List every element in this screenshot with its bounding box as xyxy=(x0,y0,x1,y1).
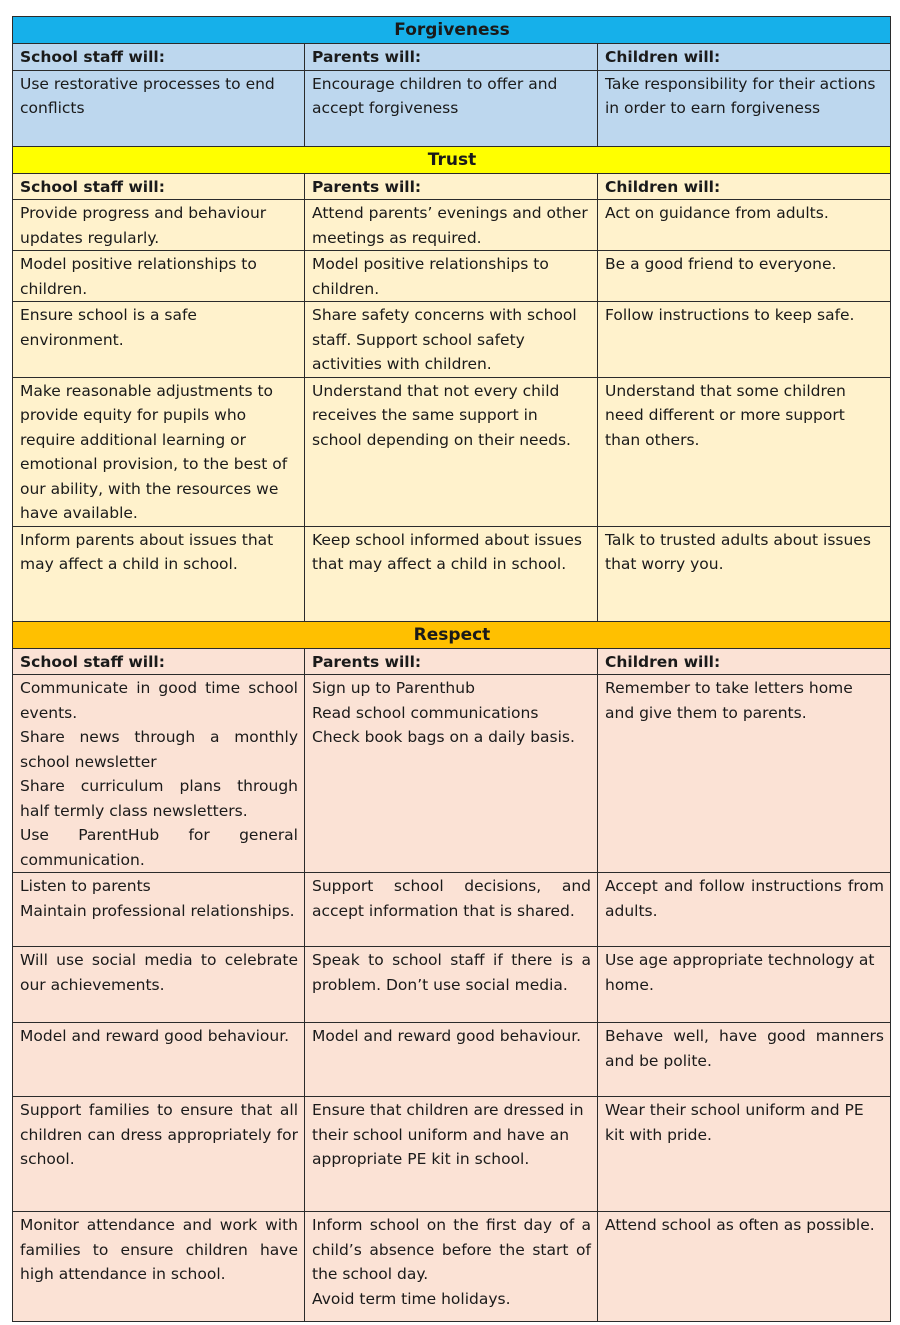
parents-cell: Share safety concerns with school staff. Support school safety activities with children. xyxy=(305,302,598,378)
children-cell: Follow instructions to keep safe. xyxy=(598,302,891,378)
table-row xyxy=(13,947,891,1023)
staff-cell: Use restorative processes to end conflicts xyxy=(13,70,305,146)
cell-line: Maintain professional relationships. xyxy=(20,901,295,920)
cell-line: Inform school on the first day of a child’s absence before the start of the school day. xyxy=(312,1216,591,1283)
cell-line: Listen to parents xyxy=(20,877,151,895)
parents-cell: Speak to school staff if there is a problem. Don’t use social media. xyxy=(305,947,598,1023)
children-cell: Accept and follow instructions from adults. xyxy=(598,873,891,947)
parents-cell: Understand that not every child receives the same support in school depending on their needs. xyxy=(305,377,598,526)
staff-cell: Ensure school is a safe environment. xyxy=(13,302,305,378)
respect-title: Respect xyxy=(13,621,891,648)
children-header: Children will: xyxy=(598,173,891,200)
children-cell: Behave well, have good manners and be polite. xyxy=(598,1023,891,1097)
children-cell: Use age appropriate technology at home. xyxy=(598,947,891,1023)
parents-cell xyxy=(305,1212,598,1322)
table-row xyxy=(13,675,891,873)
staff-header: School staff will: xyxy=(13,44,305,71)
trust-section xyxy=(13,146,891,621)
children-cell: Act on guidance from adults. xyxy=(598,200,891,251)
children-header: Children will: xyxy=(598,648,891,675)
parents-cell: Model positive relationships to children. xyxy=(305,251,598,302)
cell-line: Share news through a monthly school newsletter xyxy=(20,728,298,771)
cell-line: Read school communications xyxy=(312,703,539,722)
cell-line: Sign up to Parenthub xyxy=(312,679,475,697)
table-row xyxy=(13,70,891,146)
table-row xyxy=(13,200,891,251)
staff-cell: Support families to ensure that all children can dress appropriately for school. xyxy=(13,1097,305,1212)
parents-cell: Encourage children to offer and accept forgiveness xyxy=(305,70,598,146)
table-row xyxy=(13,873,891,947)
children-cell: Remember to take letters home and give them to parents. xyxy=(598,675,891,873)
parents-cell: Ensure that children are dressed in their school uniform and have an appropriate PE kit in school. xyxy=(305,1097,598,1212)
parents-cell: Keep school informed about issues that may affect a child in school. xyxy=(305,526,598,621)
cell-line: Check book bags on a daily basis. xyxy=(312,728,575,746)
parents-cell xyxy=(305,675,598,873)
cell-line: Avoid term time holidays. xyxy=(312,1289,511,1308)
staff-cell: Make reasonable adjustments to provide equity for pupils who require additional learning or emotional provision, to the best of our ability, with the resources we have available. xyxy=(13,377,305,526)
cell-line: Share curriculum plans through half termly class newsletters. xyxy=(20,777,298,820)
children-header: Children will: xyxy=(598,44,891,71)
forgiveness-title: Forgiveness xyxy=(13,17,891,44)
respect-section xyxy=(13,621,891,1322)
parents-header: Parents will: xyxy=(305,44,598,71)
parents-cell: Support school decisions, and accept information that is shared. xyxy=(305,873,598,947)
table-row xyxy=(13,302,891,378)
table-row xyxy=(13,251,891,302)
children-cell: Take responsibility for their actions in order to earn forgiveness xyxy=(598,70,891,146)
children-cell: Be a good friend to everyone. xyxy=(598,251,891,302)
staff-cell: Provide progress and behaviour updates regularly. xyxy=(13,200,305,251)
parents-header: Parents will: xyxy=(305,173,598,200)
parents-header: Parents will: xyxy=(305,648,598,675)
table-row xyxy=(13,1097,891,1212)
staff-cell xyxy=(13,873,305,947)
staff-cell: Model and reward good behaviour. xyxy=(13,1023,305,1097)
forgiveness-section xyxy=(13,17,891,147)
children-cell: Wear their school uniform and PE kit with pride. xyxy=(598,1097,891,1212)
home-school-agreement-table xyxy=(12,16,891,1322)
children-cell: Talk to trusted adults about issues that worry you. xyxy=(598,526,891,621)
trust-title: Trust xyxy=(13,146,891,173)
cell-line: Use ParentHub for general communication. xyxy=(20,826,298,869)
parents-cell: Model and reward good behaviour. xyxy=(305,1023,598,1097)
children-cell: Attend school as often as possible. xyxy=(598,1212,891,1322)
staff-cell: Monitor attendance and work with families to ensure children have high attendance in school. xyxy=(13,1212,305,1322)
table-row xyxy=(13,1023,891,1097)
table-row xyxy=(13,526,891,621)
staff-cell xyxy=(13,675,305,873)
cell-line: Communicate in good time school events. xyxy=(20,679,298,722)
staff-cell: Model positive relationships to children. xyxy=(13,251,305,302)
parents-cell: Attend parents’ evenings and other meetings as required. xyxy=(305,200,598,251)
staff-cell: Inform parents about issues that may affect a child in school. xyxy=(13,526,305,621)
children-cell: Understand that some children need different or more support than others. xyxy=(598,377,891,526)
table-row xyxy=(13,1212,891,1322)
table-row xyxy=(13,377,891,526)
staff-header: School staff will: xyxy=(13,173,305,200)
staff-header: School staff will: xyxy=(13,648,305,675)
staff-cell: Will use social media to celebrate our achievements. xyxy=(13,947,305,1023)
